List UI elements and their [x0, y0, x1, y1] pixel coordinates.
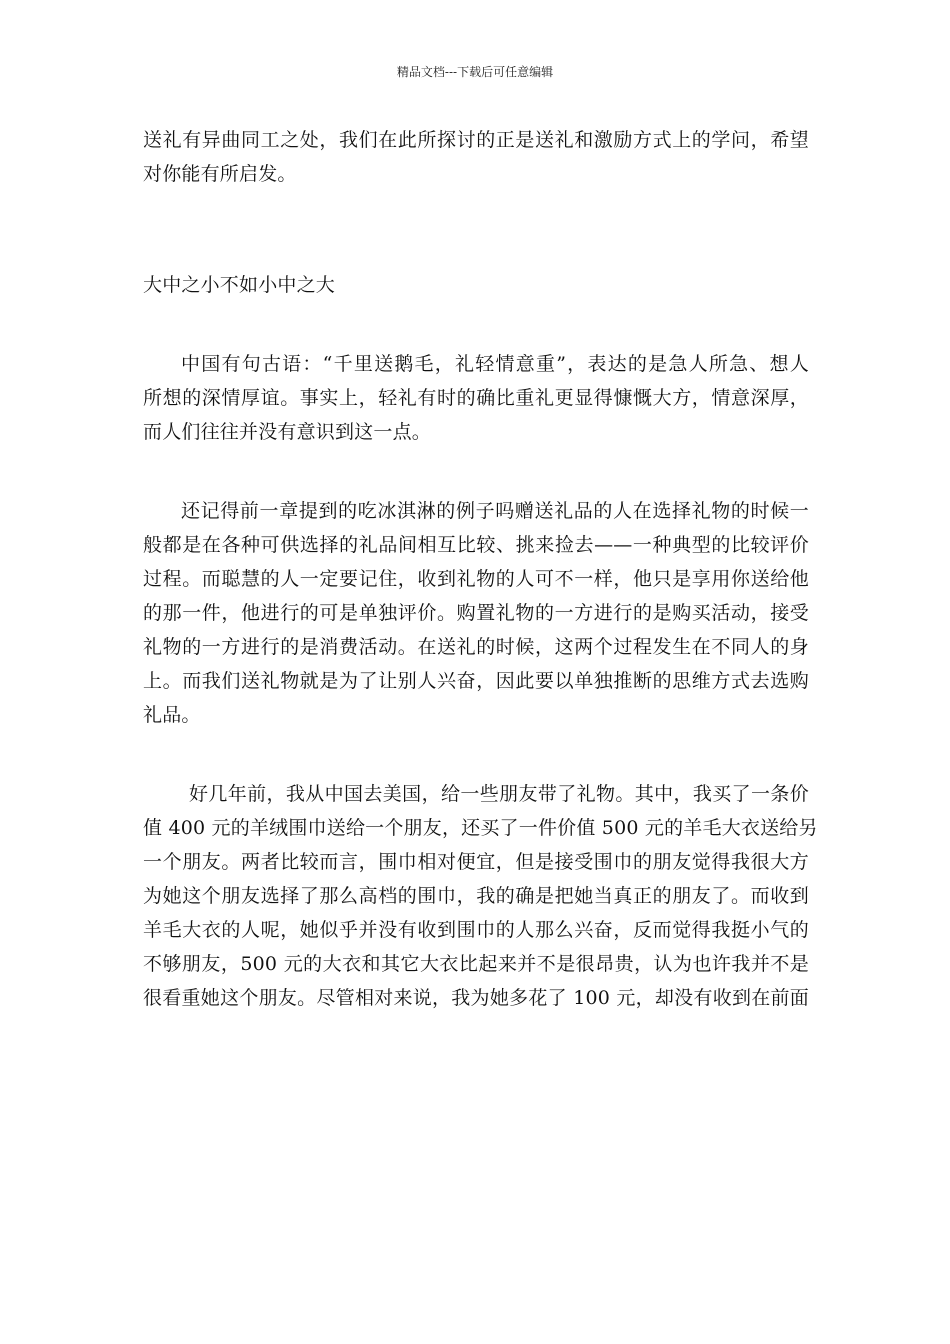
text-line: 过程。而聪慧的人一定要记住，收到礼物的人可不一样，他只是享用你送给他 [143, 568, 809, 590]
text-line: 礼物的一方进行的是消费活动。在送礼的时候，这两个过程发生在不同人的身 [143, 636, 809, 658]
text-line: 一个朋友。两者比较而言，围巾相对便宜，但是接受围巾的朋友觉得我很大方 [143, 851, 809, 873]
text-line: 值 400 元的羊绒围巾送给一个朋友，还买了一件价值 500 元的羊毛大衣送给另 [143, 817, 818, 839]
text-line: 所想的深情厚谊。事实上，轻礼有时的确比重礼更显得慷慨大方，情意深厚， [143, 387, 809, 409]
text-line: 羊毛大衣的人呢，她似乎并没有收到围巾的人那么兴奋，反而觉得我挺小气的 [143, 919, 809, 941]
text-line: 礼品。 [143, 704, 201, 726]
text-line: 为她这个朋友选择了那么高档的围巾，我的确是把她当真正的朋友了。而收到 [143, 885, 809, 907]
text-line: 送礼有异曲同工之处，我们在此所探讨的正是送礼和激励方式上的学问，希望 [143, 129, 809, 151]
text-line: 还记得前一章提到的吃冰淇淋的例子吗赠送礼品的人在选择礼物的时候一 [181, 500, 809, 522]
text-line: 而人们往往并没有意识到这一点。 [143, 421, 432, 443]
text-line: 上。而我们送礼物就是为了让别人兴奋，因此要以单独推断的思维方式去选购 [143, 670, 809, 692]
heading-text: 大中之小不如小中之大 [143, 274, 336, 296]
text-line: 不够朋友，500 元的大衣和其它大衣比起来并不是很昂贵，认为也许我并不是 [143, 953, 809, 975]
paragraph-intro [143, 123, 809, 191]
section-heading [143, 268, 809, 302]
document-body [143, 123, 818, 1015]
text-line: 的那一件，他进行的可是单独评价。购置礼物的一方进行的是购买活动，接受 [143, 602, 809, 624]
paragraph-story [143, 777, 818, 1015]
text-line: 般都是在各种可供选择的礼品间相互比较、挑来捡去——一种典型的比较评价 [143, 534, 809, 556]
page-header: 精品文档---下载后可任意编辑 [396, 65, 554, 79]
paragraph-evaluation [143, 494, 809, 732]
paragraph-proverb [143, 347, 809, 449]
text-line: 很看重她这个朋友。尽管相对来说，我为她多花了 100 元，却没有收到在前面 [143, 987, 809, 1009]
text-line: 对你能有所启发。 [143, 163, 297, 185]
text-line: 中国有句古语：“千里送鹅毛，礼轻情意重”，表达的是急人所急、想人 [181, 353, 809, 375]
text-line: 好几年前，我从中国去美国，给一些朋友带了礼物。其中，我买了一条价 [189, 783, 809, 805]
